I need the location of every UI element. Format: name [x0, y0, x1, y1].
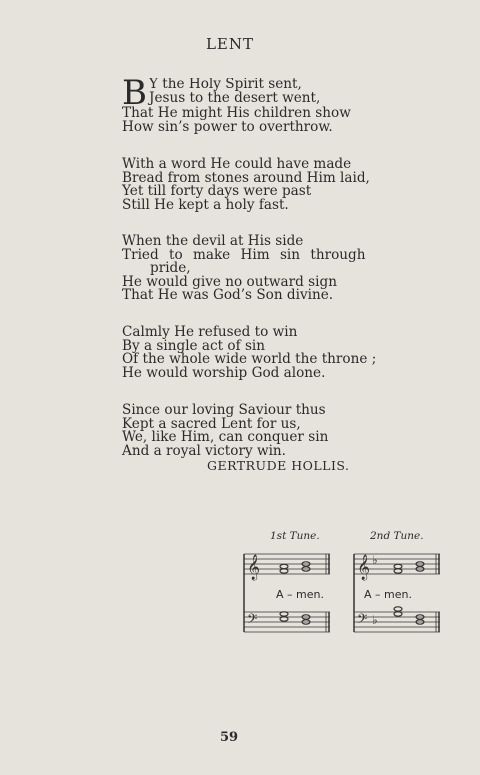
tune-2-label: 2nd Tune.: [370, 530, 424, 542]
verse-line: Bread from stones around Him laid,: [122, 169, 370, 186]
verse-line: Y the Holy Spirit sent,: [149, 78, 302, 92]
verse-line: Of the whole wide world the throne ;: [122, 351, 377, 367]
verse-line: And a royal victory win.: [122, 442, 287, 459]
verse-line: When the devil at His side: [122, 233, 304, 249]
svg-text:𝄞: 𝄞: [247, 555, 261, 580]
svg-text:𝄢: 𝄢: [357, 611, 368, 630]
verse-line: He would give no outward sign: [122, 273, 337, 290]
hymn-title: LENT: [205, 35, 255, 53]
verse-line: He would worship God alone.: [122, 364, 326, 381]
verse-line: Calmly He refused to win: [122, 324, 298, 340]
stanza-2: [122, 158, 370, 212]
stanza-4: [122, 326, 376, 380]
verse-line: Since our loving Saviour thus: [122, 402, 326, 418]
verse-line: That He might His children show: [122, 105, 351, 121]
tune-1-label: 1st Tune.: [270, 530, 320, 542]
svg-text:♭: ♭: [372, 553, 378, 567]
verse-line: Jesus to the desert went,: [149, 89, 321, 106]
author-attribution: GERTRUDE HOLLIS.: [207, 458, 350, 473]
verse-line: How sin’s power to overthrow.: [122, 118, 333, 135]
verse-line: With a word He could have made: [122, 156, 352, 172]
verse-line: Kept a sacred Lent for us,: [122, 415, 301, 432]
verse-line: Tried to make Him sin through: [122, 246, 366, 263]
verse-line: That He was God’s Son divine.: [122, 287, 334, 303]
verse-line: Yet till forty days were past: [122, 183, 312, 199]
stanza-5: [122, 404, 328, 458]
verse-line: pride,: [150, 260, 191, 276]
verse-line: Still He kept a holy fast.: [122, 196, 289, 213]
svg-text:♭: ♭: [372, 613, 378, 627]
stanza-3: [122, 235, 365, 303]
tune-2-amen: A – men.: [364, 588, 412, 601]
tune-1-amen: A – men.: [276, 588, 324, 601]
stanza-1: [122, 78, 351, 134]
drop-cap: B: [122, 78, 147, 107]
verse-line: By a single act of sin: [122, 337, 266, 354]
svg-text:𝄞: 𝄞: [357, 555, 371, 580]
svg-text:𝄢: 𝄢: [247, 611, 258, 630]
page-number: 59: [219, 730, 239, 745]
verse-line: We, like Him, can conquer sin: [122, 429, 329, 445]
